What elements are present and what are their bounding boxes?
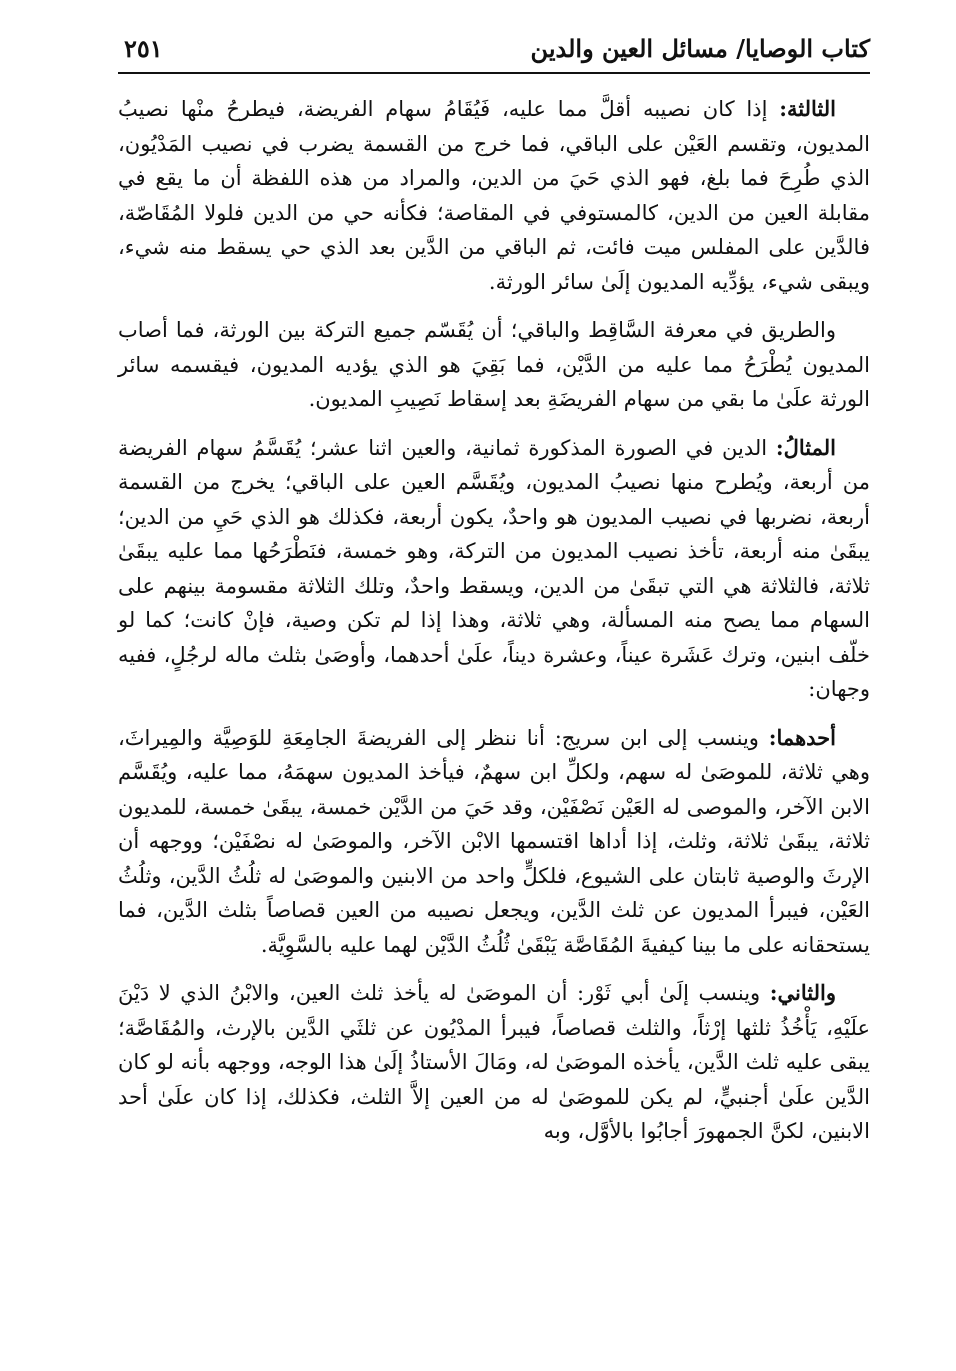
paragraph-text: وينسب إلَىٰ أبي ثَوْر: أن الموصَىٰ له يأخذ ثلث العين، والابْنُ الذي لا دَيْنَ علَيْهِ، يَأْخُذُ ثلثها إرْثاً، والثلث قصاصاً، فيبرأ المدْيُون عن ثلثَي الدَّين بالإرث، والمُقَاصَّة؛ يبقى عليه ثلث الدَّين، يأخذه الموصَىٰ له، ومَالَ الأستاذُ إلَىٰ هذا الوجه، ووجهه بأنه لو كان الدَّين علَىٰ أجنبيٍّ، لم يكن للموصَىٰ له من العين إلاَّ الثلث، فكذلك، إذا كان علَىٰ أحد الابنين، لكنَّ الجمهورَ أجابُوا بالأوَّل، وبه	[118, 981, 870, 1143]
paragraph-lead: المثالُ:	[775, 434, 836, 460]
paragraph-text: وينسب إلى ابن سريج: أنا ننظر إلى الفريضةَ الجامِعَةِ للوَصِيَّة والمِيراثَ، وهي ثلاثة، للموصَىٰ له سهم، ولكلِّ ابن سهمٌ، فيأخذ المديون سهمَهُ، مما عليه، ويُقَسَّم الابن الآخر، والموصى له العَيْن نَصْفَيْن، وقد حَيَ من الدَّيْن خمسة، يبقَىٰ خمسة، للمديون ثلاثة، يبقَىٰ ثلاثة، وثلث، إذا أداها اقتسمها الابْن الآخر، والموصَىٰ له نصْفَيْن؛ ووجهه أن الإرثَ والوصية ثابتان على الشيوع، فلكلٍّ واحد من الابنين والموصَىٰ له ثلُثُ الدَّين، وثلُثُ العَيْن، فيبرأ المديون عن ثلث الدَّين، ويجعل نصيبه من العين قصاصاً بثلث الدَّين، فما يستحقانه على ما بينا كيفيةَ المُقَاصَّة يَبْقَىٰ ثُلُثُ الدَّيْن لهما عليه بالسَّوِيَّة.	[118, 725, 870, 957]
paragraph-lead: والثاني:	[769, 980, 836, 1005]
body-text	[118, 92, 870, 1163]
paragraph-text: إذا كان نصيبه أقلَّ مما عليه، فَيُقَامُ سهام الفريضة، فيطرحُ منْها نصيبُ المديون، وتقسم العَيْن على الباقي، فما خرج من القسمة يضرب في نصيب المَدْيُون، الذي طُرِحَ فما بلغ، فهو الذي حَيَ من الدين، والمراد من هذه اللفظة أن ما يقع في مقابلة العين من الدين، كالمستوفي في المقاصة؛ فكأنه حي من الدين فلولا المُقَاصّة، فالدَّين على المفلس ميت فائت، ثم الباقي من الدَّين بعد الذي حي يسقط منه شيء، ويبقى شيء، يؤدِّيه المديون إلَىٰ سائر الورثة.	[118, 97, 870, 294]
paragraph-lead: أحدهما:	[768, 724, 836, 750]
running-title: كتاب الوصايا/ مسائل العين والدين	[530, 34, 870, 63]
page-header	[118, 30, 870, 74]
paragraph-example	[118, 431, 870, 707]
paragraph-method	[118, 313, 870, 417]
paragraph-lead: الثالثة:	[779, 96, 836, 121]
paragraph-text: الدين في الصورة المذكورة ثمانية، والعين اثنا عشر؛ يُقَسَّمُ سهام الفريضة من أربعة، ويُطرح منها نصيبُ المديون، ويُقَسَّم العين على الباقي؛ يخرج من القسمة أربعة، نضربها في نصيب المديون هو واحدٌ، يكون أربعة، فكذلك هو الذي حَيِ من الدين؛ يبقَىٰ منه أربعة، تأخذ نصيب المديون من التركة، وهو خمسة، فنَطْرَحُها مما عليه يبقَىٰ ثلاثة، فالثلاثة هي التي تبقَىٰ من الدين، ويسقط واحدٌ، وتلك الثلاثة مقسومة بينهم على السهام مما يصح منه المسألة، وهي ثلاثة، وهذا إذا لم تكن وصية، فإنْ كانت؛ كما لو خلّف ابنين، وترك عَشَرة عيناً، وعشرة ديناً، علَىٰ أحدهما، وأوصَىٰ بثلث ماله لرجُلٍ، ففيه وجهان:	[118, 435, 870, 701]
header-divider	[118, 72, 870, 74]
paragraph-text: والطريق في معرفة السَّاقِط والباقي؛ أن يُقَسّم جميع التركة بين الورثة، فما أصاب المديون يُطْرَحُ مما عليه من الدَّيْن، فما بَقِيَ هو الذي يؤديه المديون، فيقسمه سائر الورثة علَىٰ ما بقي من سهام الفريضَةِ بعد إسقاط نَصِيبِ المديون.	[118, 318, 870, 411]
paragraph-second-view	[118, 976, 870, 1149]
paragraph-third-case	[118, 92, 870, 299]
page-number: ٢٥١	[124, 34, 163, 63]
paragraph-first-view	[118, 721, 870, 963]
